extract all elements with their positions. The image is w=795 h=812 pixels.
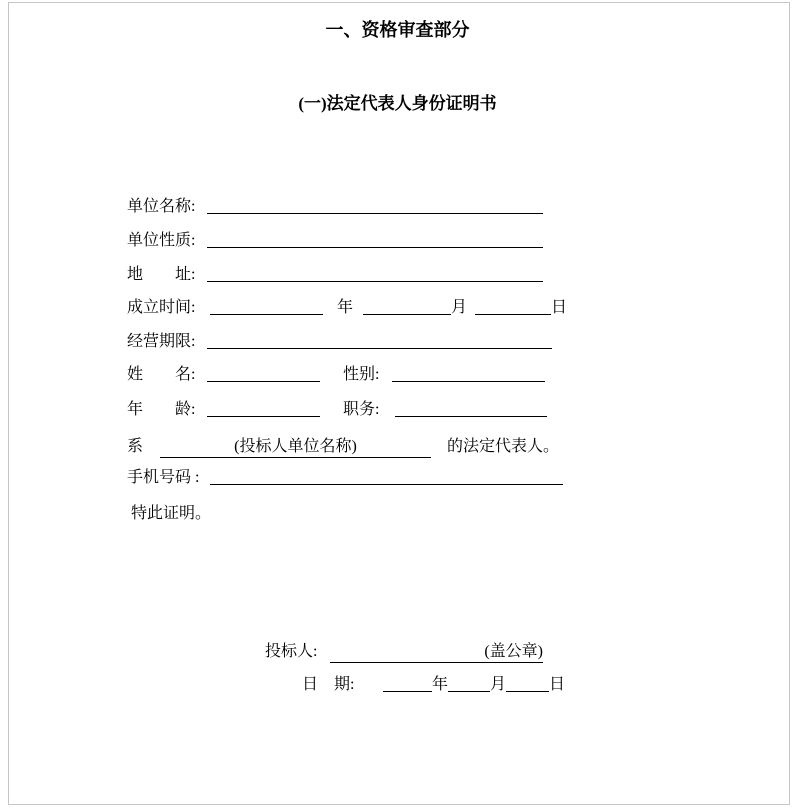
field-name-gender — [127, 365, 545, 385]
section-title: 一、资格审查部分 — [325, 20, 470, 40]
date-year-suffix: 年 — [432, 676, 449, 693]
name-blank-line — [207, 366, 320, 382]
name-label: 姓 名: — [127, 366, 196, 383]
field-established-date — [127, 298, 567, 318]
position-label: 职务: — [343, 401, 380, 418]
representative-prefix: 系 — [127, 438, 144, 455]
unit-nature-blank-line — [207, 232, 543, 248]
date-month-blank-line — [448, 676, 490, 692]
month-suffix: 月 — [451, 299, 468, 316]
representative-suffix: 的法定代表人。 — [447, 438, 560, 455]
year-suffix: 年 — [337, 299, 354, 316]
mobile-label: 手机号码 : — [127, 469, 200, 486]
age-label: 年 龄: — [127, 401, 196, 418]
field-mobile — [127, 468, 563, 488]
mobile-blank-line — [210, 469, 563, 485]
bidder-label: 投标人: — [265, 643, 318, 660]
gender-label: 性别: — [343, 366, 380, 383]
field-unit-name — [127, 197, 543, 217]
gender-blank-line — [392, 366, 545, 382]
field-signature-date — [302, 675, 565, 695]
date-day-blank-line — [506, 676, 549, 692]
age-blank-line — [207, 401, 320, 417]
business-term-label: 经营期限: — [127, 333, 196, 350]
date-day-suffix: 日 — [549, 676, 566, 693]
field-business-term — [127, 332, 552, 352]
established-month-blank-line — [363, 299, 451, 315]
field-age-position — [127, 400, 547, 420]
field-representative-statement — [127, 437, 559, 458]
attestation-text: 特此证明。 — [131, 505, 212, 522]
field-unit-nature — [127, 231, 543, 251]
field-address — [127, 265, 543, 285]
field-bidder-signature — [265, 642, 543, 663]
date-month-suffix: 月 — [490, 676, 507, 693]
bidder-unit-name-blank-line: (投标人单位名称) — [160, 437, 431, 458]
business-term-blank-line — [207, 333, 552, 349]
established-day-blank-line — [475, 299, 551, 315]
address-blank-line — [207, 266, 543, 282]
unit-name-blank-line — [207, 198, 543, 214]
address-label: 地 址: — [127, 266, 196, 283]
day-suffix: 日 — [551, 299, 568, 316]
unit-name-label: 单位名称: — [127, 198, 196, 215]
unit-nature-label: 单位性质: — [127, 232, 196, 249]
date-label: 日 期: — [302, 676, 355, 693]
document-title: (一)法定代表人身份证明书 — [298, 94, 497, 113]
established-label: 成立时间: — [127, 299, 196, 316]
established-year-blank-line — [210, 299, 323, 315]
position-blank-line — [395, 401, 547, 417]
date-year-blank-line — [383, 676, 432, 692]
bidder-seal-blank-line: (盖公章) — [330, 642, 543, 663]
